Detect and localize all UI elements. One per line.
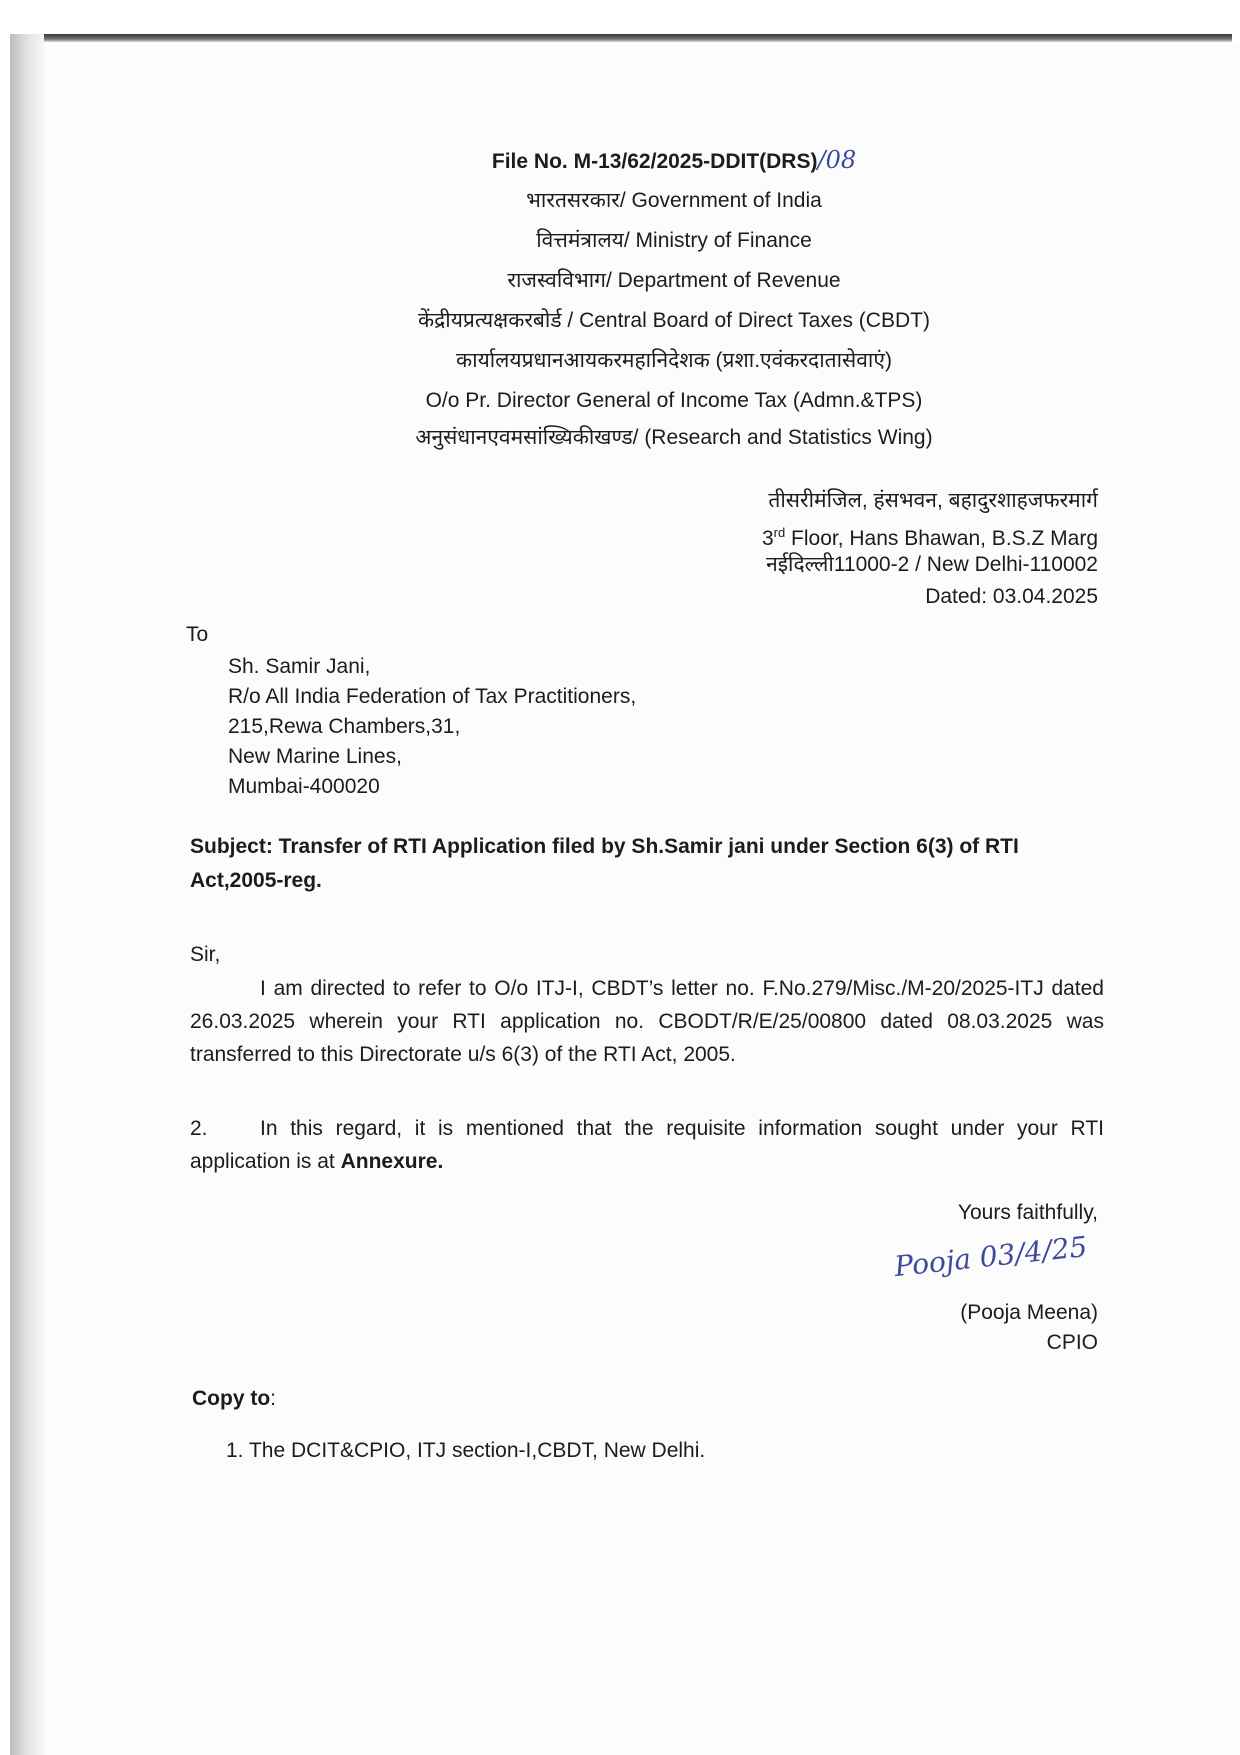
scan-edge-top bbox=[10, 34, 1232, 42]
paragraph-2-text: In this regard, it is mentioned that the requisite information sought under your RTI application is at bbox=[190, 1117, 1104, 1173]
letter-page bbox=[44, 42, 1240, 1755]
paragraph-2 bbox=[190, 1112, 1104, 1178]
header-line-office: O/o Pr. Director General of Income Tax (Admn.&TPS) bbox=[425, 389, 923, 412]
copy-to-colon: : bbox=[270, 1387, 276, 1410]
file-number-handwritten: /08 bbox=[817, 146, 857, 174]
to-label: To bbox=[186, 623, 209, 646]
file-number-label: File No. bbox=[491, 150, 568, 173]
header-line-department: राजस्वविभाग/ Department of Revenue bbox=[507, 269, 841, 292]
file-number bbox=[344, 148, 1004, 174]
header-line-cbdt: केंद्रीयप्रत्यक्षकरबोर्ड / Central Board of Direct Taxes (CBDT) bbox=[418, 309, 930, 332]
recipient-line: 215,Rewa Chambers,31, bbox=[228, 715, 461, 738]
handwritten-signature: Pooja 03/4/25 bbox=[893, 1229, 1090, 1284]
file-number-value: M-13/62/2025-DDIT(DRS) bbox=[573, 150, 818, 173]
floor-suffix: rd bbox=[773, 525, 786, 540]
header-line-ministry: वित्तमंत्रालय/ Ministry of Finance bbox=[536, 229, 812, 252]
subject bbox=[190, 830, 1104, 898]
signatory-designation: CPIO bbox=[1046, 1331, 1098, 1354]
copy-to-heading bbox=[192, 1386, 276, 1411]
address-line-city: नईदिल्ली11000-2 / New Delhi-110002 bbox=[766, 553, 1098, 576]
floor-number: 3 bbox=[761, 527, 774, 550]
floor-rest: Floor, Hans Bhawan, B.S.Z Marg bbox=[785, 527, 1098, 550]
signatory-name: (Pooja Meena) bbox=[960, 1301, 1098, 1324]
paragraph-1-text: I am directed to refer to O/o ITJ-I, CBDT’s letter no. F.No.279/Misc./M-20/2025-ITJ dated 26.03.2025 wherein your RTI application no. CBODT/R/E/25/00800 dated 08.03.2025 was transferred to this Directorate u/s 6(3) of the RTI Act, 2005. bbox=[190, 977, 1104, 1066]
scan-edge-left bbox=[10, 34, 44, 1755]
annexure-bold: Annexure. bbox=[340, 1150, 444, 1173]
closing: Yours faithfully, bbox=[957, 1201, 1098, 1224]
salutation: Sir, bbox=[190, 943, 221, 966]
subject-line-1: Subject: Transfer of RTI Application filed by Sh.Samir jani under Section 6(3) of RTI bbox=[190, 835, 1019, 858]
recipient-line: Mumbai-400020 bbox=[228, 775, 380, 798]
copy-to-label: Copy to bbox=[192, 1387, 271, 1410]
paragraph-1 bbox=[190, 972, 1104, 1071]
address-line-floor bbox=[762, 520, 1098, 551]
recipient-line: R/o All India Federation of Tax Practitioners, bbox=[228, 685, 637, 708]
letter-date: Dated: 03.04.2025 bbox=[925, 585, 1098, 608]
copy-to-item: 1. The DCIT&CPIO, ITJ section-I,CBDT, New Delhi. bbox=[226, 1439, 706, 1462]
recipient-line: New Marine Lines, bbox=[228, 745, 402, 768]
header-line-office-hindi: कार्यालयप्रधानआयकरमहानिदेशक (प्रशा.एवंकरदातासेवाएं) bbox=[456, 349, 892, 372]
header-line-wing: अनुसंधानएवमसांख्यिकीखण्ड/ (Research and Statistics Wing) bbox=[415, 426, 933, 449]
recipient-line: Sh. Samir Jani, bbox=[228, 655, 371, 678]
paragraph-2-number: 2. bbox=[190, 1117, 208, 1140]
subject-line-2: Act,2005-reg. bbox=[190, 869, 322, 892]
address-line-hindi: तीसरीमंजिल, हंसभवन, बहादुरशाहजफरमार्ग bbox=[768, 489, 1098, 512]
header-line-government: भारतसरकार/ Government of India bbox=[526, 189, 822, 212]
